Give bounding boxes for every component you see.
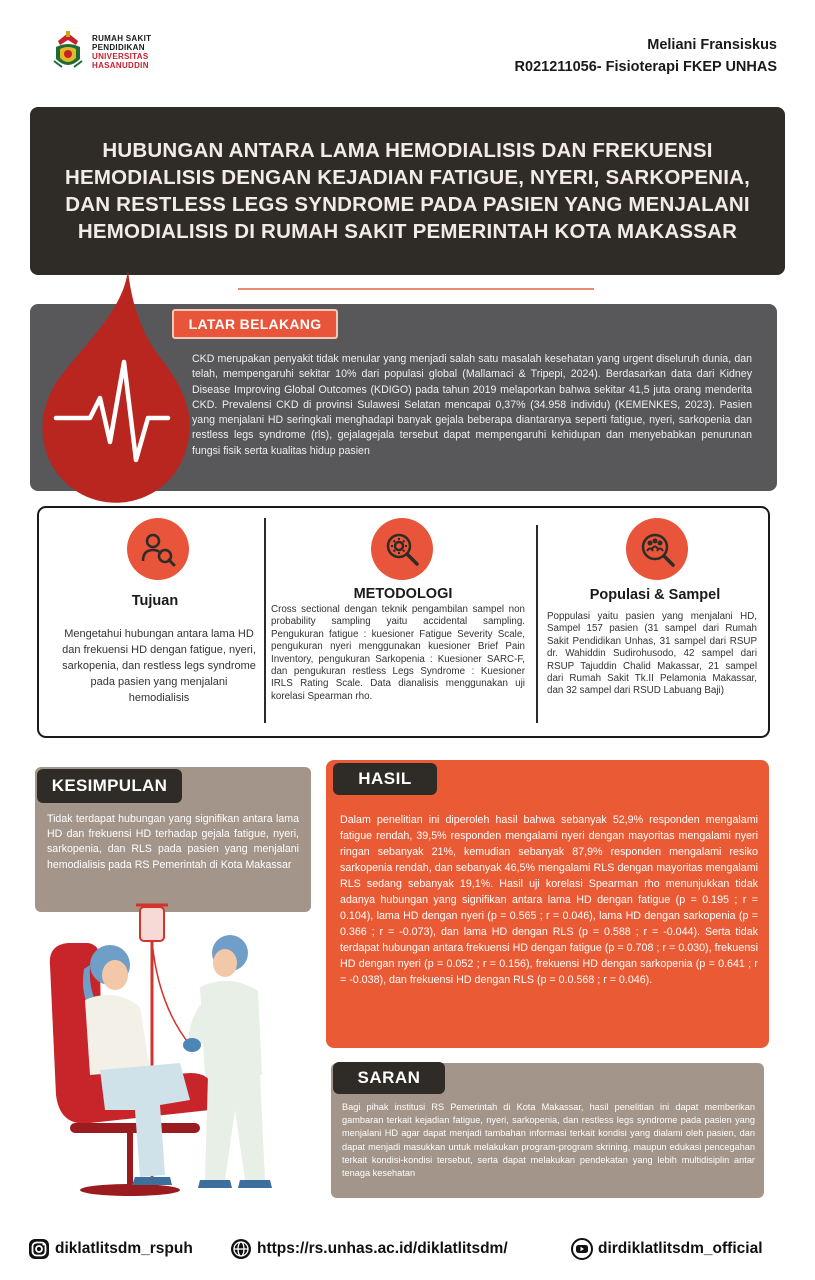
author-name: Meliani Fransiskus [647,37,777,53]
poster-title: HUBUNGAN ANTARA LAMA HEMODIALISIS DAN FREKUENSI HEMODIALISIS DENGAN KEJADIAN FATIGUE, NYERI, SARKOPENIA, DAN RESTLESS LEGS SYNDROME PADA PASIEN YANG MENJALANI HEMODIALISIS DI RUMAH SAKIT PEMERINTAH KOTA MAKASSAR [64,139,751,243]
author-block [515,34,777,78]
gear-search-icon [382,529,422,569]
kesimpulan-text: Tidak terdapat hubungan yang signifikan antara lama HD dan frekuensi HD terhadap gejala fatigue, nyeri, sarkopenia, dan RLS pada pasien yang menjalani hemodialisis pada RS Pemerintah di Kota Makassar [47,813,299,871]
dialysis-patient-nurse-illustration [40,895,290,1205]
populasi-badge [626,518,688,580]
author-id: R021211056- Fisioterapi FKEP UNHAS [514,59,777,75]
person-search-icon [138,529,178,569]
website-link[interactable] [230,1238,508,1260]
column-divider [536,525,538,723]
youtube-icon [571,1238,593,1260]
tujuan-badge [127,518,189,580]
title-banner [30,107,785,275]
instagram-handle[interactable] [28,1238,193,1260]
populasi-heading: Populasi & Sampel [589,587,721,603]
instagram-text: diklatlitsdm_rspuh [55,1240,193,1257]
kesimpulan-label: KESIMPULAN [37,769,182,803]
metodologi-heading: METODOLOGI [353,586,453,602]
saran-text: Bagi pihak institusi RS Pemerintah di Kota Makassar, hasil penelitian ini dapat memberikan gambaran terkait kejadian fatigue, nyeri, sarkopenia, dan restless legs syndrome pada pasien yang menjalani HD agar dapat menjadi tambahan informasi terkait kondisi yang dialami oleh pasien, dan dapat menjadi masukkan untuk melakukan program-program skrining, maupun edukasi pencegahan terkait kondisi-kondisi tersebut, serta dapat melakukan pendekatan yang lebih multidisiplin antar tenaga kesehatan [342,1102,755,1179]
hasil-label: HASIL [333,763,437,795]
metodologi-badge [371,518,433,580]
youtube-handle[interactable] [571,1238,763,1260]
instagram-icon [28,1238,50,1260]
tujuan-text: Mengetahui hubungan antara lama HD dan frekuensi HD dengan fatigue, nyeri, sarkopenia, dan restless legs syndrome pada pasien yang menjalani hemodialisis [62,628,256,704]
saran-label: SARAN [333,1062,445,1094]
blood-drop-heartbeat-icon [28,270,193,510]
logo-line-3: UNIVERSITAS [92,52,149,61]
logo-line-1: RUMAH SAKIT [92,34,152,43]
column-divider [264,518,266,723]
populasi-text: Poppulasi yaitu pasien yang menjalani HD, Sampel 157 pasien (31 sampel dari Rumah Sakit Pendidikan Unhas, 31 sampel dari RSUP dr. Wahiddin Sudirohusodo, 42 sampel dari RSUP Tajuddin Chalid Makassar, 21 sampel dari Rumah Sakit Tk.II Pelamonia Makassar, dan 32 sampel dari RSUD Labuang Baji) [547,611,757,697]
youtube-text: dirdiklatlitsdm_official [598,1240,763,1257]
university-crest-icon [50,31,86,73]
globe-icon [230,1238,252,1260]
tujuan-heading: Tujuan [131,593,179,609]
background-text: CKD merupakan penyakit tidak menular yang menjadi salah satu masalah kesehatan yang urgent diseluruh dunia, dan telah, mempengaruhi sekitar 10% dari populasi global (Mallamaci & Tripepi, 2024). Berdasarkan data dari Kidney Disease Improving Global Outcomes (KDIGO) pada tahun 2019 melaporkan bahwa sekitar 41,5 juta orang menderita CKD. Prevalensi CKD di provinsi Sulawesi Selatan mencapai 0,37% (34.958 individu) (KEMENKES, 2023). Pasien yang menjalani HD seringkali menghadapi banyak gejala beberapa diantaranya seperti fatigue, nyeri, sarkopenia dan restless legs syndrome (rls), gejalagejala tersebut dapat mempengaruhi kehidupan dan menyebabkan penurunan fungsi fisik serta kualitas hidup pasien [192,353,752,457]
hasil-text: Dalam penelitian ini diperoleh hasil bahwa sebanyak 52,9% responden mengalami fatigue rendah, 39,5% responden mengalami nyeri dengan mayoritas mengalami nyeri ringan sebanyak 21%, kemudian sebanyak 87,9% responden mengalami resiko sarkopenia rendah, dan sebanyak 46,5% mengalami RLS dengan mayoritas mengalami RLS sedang sebanyak 19,1%. Hasil uji korelasi Spearman rho menunjukkan tidak adanya hubungan yang signifikan antara lama HD dengan fatigue (p = 0.195 ; r = 0.104), lama HD dengan nyeri (p = 0.565 ; r = 0.046), lama HD dengan sarkopenia (p = 0.366 ; r = -0.073), dan lama HD dengan RLS (p = 0.588 ; r = -0.044). Serta tidak terdapat hubungan antara frekuensi HD dengan fatigue (p = 0.708 ; r = 0.030), frekuensi HD dengan nyeri (p = 0.052 ; r = 0.156), frekuensi HD dengan sarkopenia (p = 0.641 ; r = -0.038), dan frekuensi HD dengan RLS (p = 0.0.568 ; r = 0.046). [340,814,758,986]
group-search-icon [637,529,677,569]
hospital-logo [50,30,190,74]
logo-line-4: HASANUDDIN [92,61,149,70]
metodologi-text: Cross sectional dengan teknik pengambilan sampel non probability sampling yaitu accidental sampling. Pengukuran fatigue : kuesioner Fatigue Severity Scale, pengukuran nyeri menggunakan kuesioner Brief Pain Inventory, pengukuran Sarkopenia : Kuesioner SARC-F, dan pengukuran restless Legs Syndrome : Kuesioner IRLS Rating Scale. Data dianalisis menggunakan uji korelasi Spearman rho. [271,604,525,702]
title-divider [238,288,594,290]
website-text: https://rs.unhas.ac.id/diklatlitsdm/ [257,1240,508,1257]
logo-line-2: PENDIDIKAN [92,43,145,52]
background-section-label: LATAR BELAKANG [172,309,338,339]
